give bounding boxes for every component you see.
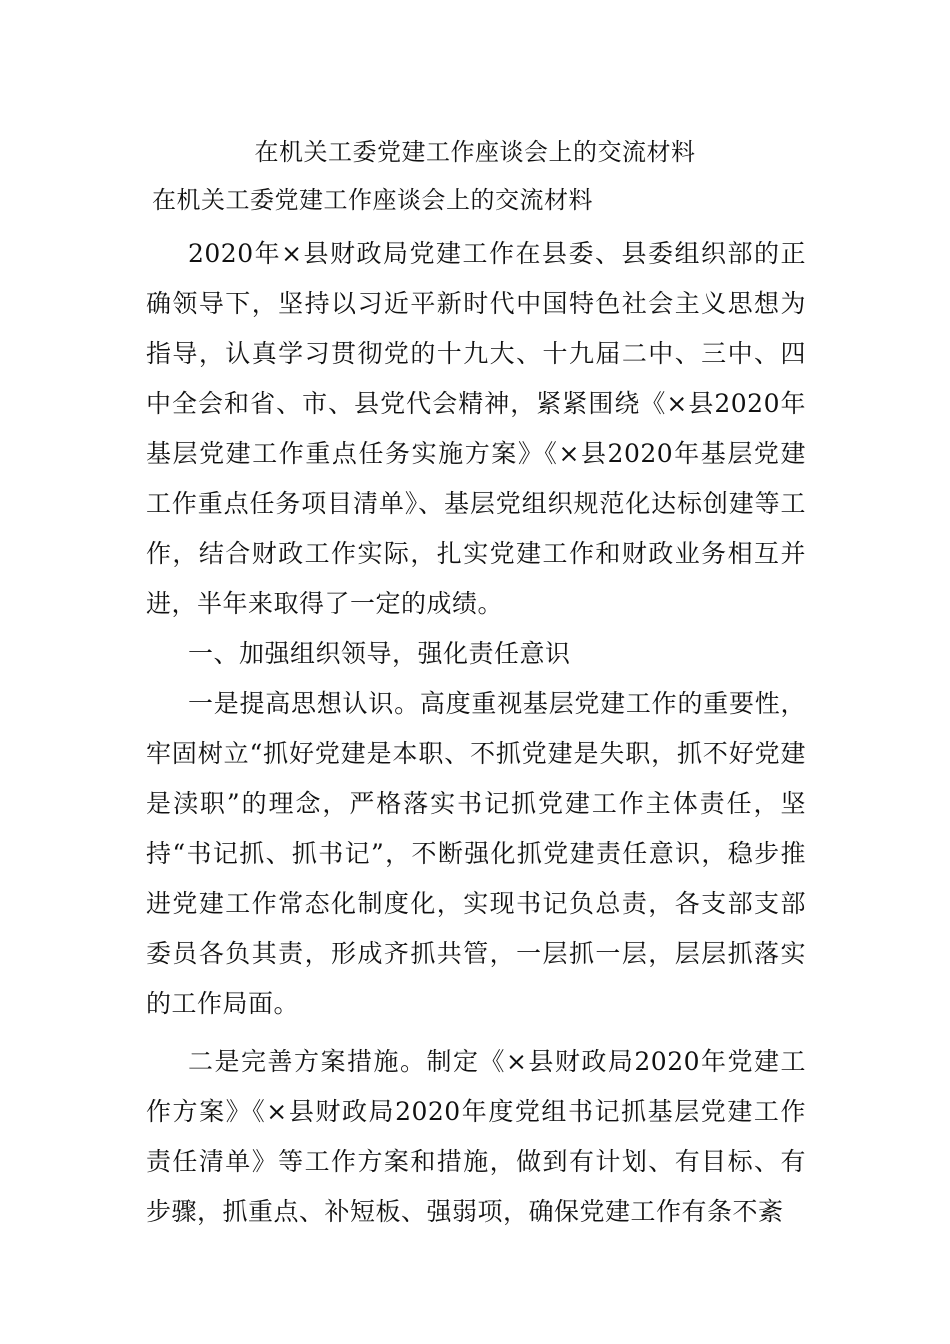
document-title: 在机关工委党建工作座谈会上的交流材料 (254, 138, 696, 166)
paragraph-point-2: 二是完善方案措施。制定《×县财政局2020年党建工作方案》《×县财政局2020年度党组书记抓基层党建工作责任清单》等工作方案和措施，做到有计划、有目标、有步骤，抓重点、补短板、强弱项，确保党建工作有条不紊 (146, 1047, 806, 1226)
paragraph-intro: 2020年×县财政局党建工作在县委、县委组织部的正确领导下，坚持以习近平新时代中国特色社会主义思想为指导，认真学习贯彻党的十九大、十九届二中、三中、四中全会和省、市、县党代会精神，紧紧围绕《×县2020年基层党建工作重点任务实施方案》《×县2020年基层党建工作重点任务项目清单》、基层党组织规范化达标创建等工作，结合财政工作实际，扎实党建工作和财政业务相互并进，半年来取得了一定的成绩。 (146, 239, 806, 618)
section-heading-1: 一、加强组织领导，强化责任意识 (188, 639, 571, 668)
paragraph-point-1: 一是提高思想认识。高度重视基层党建工作的重要性，牢固树立“抓好党建是本职、不抓党建是失职，抓不好党建是渎职”的理念，严格落实书记抓党建工作主体责任，坚持“书记抓、抓书记”，不断强化抓党建责任意识，稳步推进党建工作常态化制度化，实现书记负总责，各支部支部委员各负其责，形成齐抓共管，一层抓一层，层层抓落实的工作局面。 (146, 689, 806, 1018)
document-subtitle: 在机关工委党建工作座谈会上的交流材料 (152, 186, 593, 214)
document-body (146, 229, 806, 1237)
